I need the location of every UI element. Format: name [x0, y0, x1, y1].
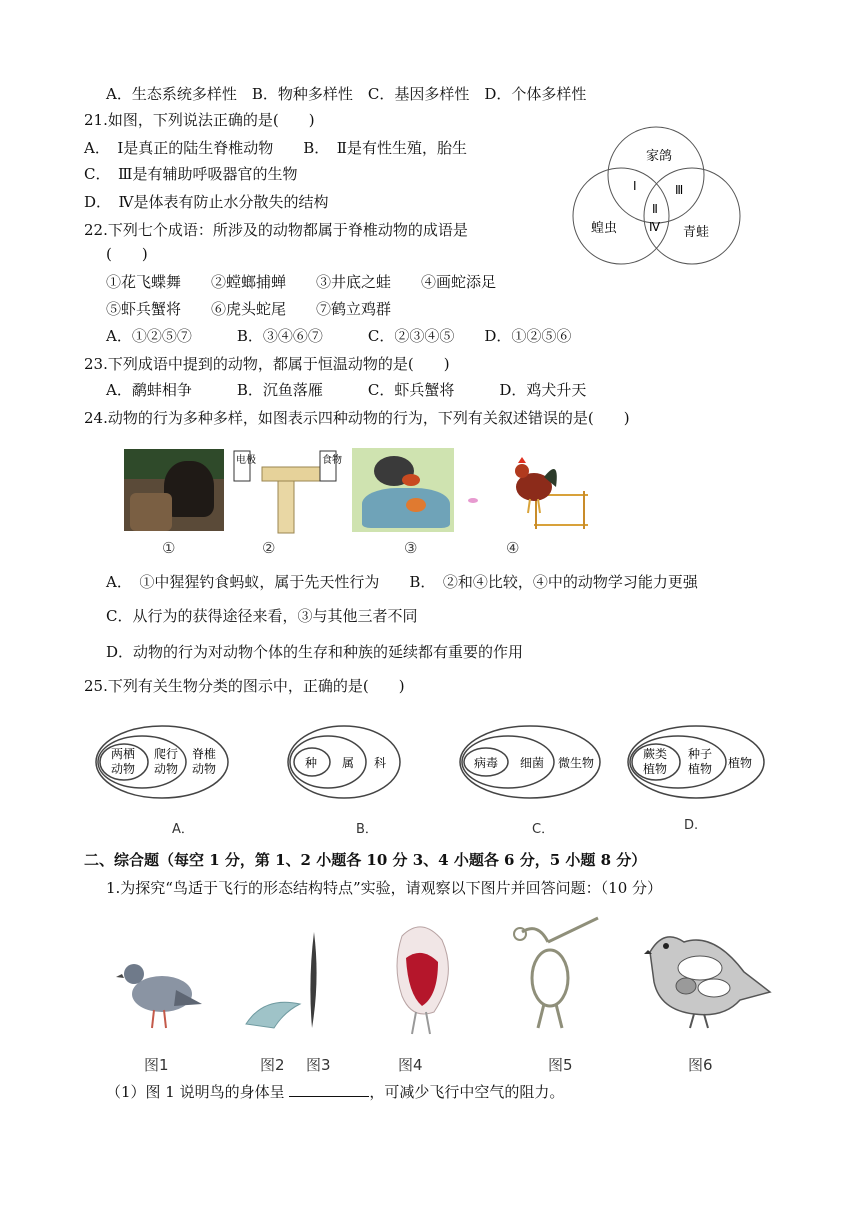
fig-label-2: 图2 — [260, 1056, 285, 1074]
feather-image — [304, 930, 324, 1030]
q24-image-label-2: ② — [262, 539, 276, 557]
diagram-caption-a: A． — [172, 822, 194, 837]
q22-items-row1: ①花飞蝶舞 ②螳螂捕蝉 ③井底之蛙 ④画蛇添足 — [106, 273, 497, 291]
svg-text:植物: 植物 — [688, 762, 713, 776]
svg-text:爬行: 爬行 — [154, 747, 179, 761]
bird-feeding-fish-image — [352, 448, 454, 532]
q21-stem: 21.如图，下列说法正确的是( ) — [84, 111, 315, 129]
classification-diagram-a — [94, 724, 234, 800]
venn-region-4: Ⅳ — [649, 220, 661, 234]
q24-option-d: D．动物的行为对动物个体的生存和种族的延续都有重要的作用 — [106, 643, 524, 661]
svg-text:动物: 动物 — [111, 762, 136, 776]
q24-stem: 24.动物的行为多种多样，如图表示四种动物的行为，下列有关叙述错误的是( ) — [84, 409, 630, 427]
q24-image-label-1: ① — [162, 539, 176, 557]
svg-text:种: 种 — [305, 756, 318, 770]
q21-venn-diagram — [566, 126, 746, 266]
wing-image — [244, 994, 304, 1034]
q24-image-label-3: ③ — [404, 539, 418, 557]
fig-label-1: 图1 — [144, 1056, 169, 1074]
q22-stem: 22.下列七个成语：所涉及的动物都属于脊椎动物的成语是 — [84, 221, 468, 239]
q1-1-text-after: ，可减少飞行中空气的阻力。 — [369, 1083, 565, 1101]
venn-region-3: Ⅲ — [675, 183, 684, 197]
q23-stem: 23.下列成语中提到的动物，都属于恒温动物的是( ) — [84, 355, 450, 373]
classification-diagram-b — [286, 724, 406, 800]
section2-q1-1 — [106, 1082, 564, 1102]
fig-label-4: 图4 — [398, 1056, 423, 1074]
q21-option-d: D． Ⅳ是体表有防止水分散失的结构 — [84, 193, 329, 211]
bird-internal-structure-image — [644, 922, 772, 1032]
svg-text:植物: 植物 — [728, 756, 753, 770]
fig-label-5: 图5 — [548, 1056, 573, 1074]
q1-1-text-before: （1）图 1 说明鸟的身体呈 — [106, 1083, 285, 1101]
venn-region-2: Ⅱ — [652, 202, 658, 216]
classification-diagram-d — [626, 724, 768, 800]
svg-text:病毒: 病毒 — [474, 756, 499, 770]
diagram-caption-b: B． — [356, 822, 378, 837]
svg-text:蕨类: 蕨类 — [643, 747, 668, 761]
maze-label-electrode: 电极 — [236, 455, 256, 466]
q22-options: A．①②⑤⑦ B．③④⑥⑦ C．②③④⑤ D．①②⑤⑥ — [106, 327, 572, 345]
bird-muscle-image — [382, 916, 462, 1038]
diagram-caption-d: D. — [684, 818, 699, 833]
q25-stem: 25.下列有关生物分类的图示中，正确的是( ) — [84, 677, 405, 695]
section2-title: 二、综合题（每空 1 分，第 1、2 小题各 10 分 3、4 小题各 6 分，5 小题 8 分） — [84, 851, 647, 869]
q23-options: A．鹬蚌相争 B．沉鱼落雁 C．虾兵蟹将 D．鸡犬升天 — [106, 381, 587, 399]
q20-options: A．生态系统多样性 B．物种多样性 C．基因多样性 D．个体多样性 — [106, 85, 587, 103]
q24-image-label-4: ④ — [506, 539, 520, 557]
q21-option-c: C． Ⅲ是有辅助呼吸器官的生物 — [84, 165, 298, 183]
diagram-caption-c: C． — [532, 822, 555, 837]
svg-text:脊椎: 脊椎 — [192, 747, 217, 761]
q21-option-ab: A． Ⅰ是真正的陆生脊椎动物 B． Ⅱ是有性生殖，胎生 — [84, 139, 467, 157]
venn-label-pigeon: 家鸽 — [646, 149, 673, 164]
svg-text:科: 科 — [374, 756, 387, 770]
svg-text:动物: 动物 — [192, 762, 217, 776]
q24-option-c: C．从行为的获得途径来看，③与其他三者不同 — [106, 607, 418, 625]
maze-label-food: 食物 — [322, 455, 342, 466]
fig-label-6: 图6 — [688, 1056, 713, 1074]
venn-region-1: Ⅰ — [633, 179, 637, 193]
svg-text:两栖: 两栖 — [111, 747, 136, 761]
q22-paren: ( ) — [106, 245, 148, 263]
fig-label-3: 图3 — [306, 1056, 331, 1074]
rooster-image — [500, 447, 592, 533]
q22-items-row2: ⑤虾兵蟹将 ⑥虎头蛇尾 ⑦鹤立鸡群 — [106, 300, 392, 318]
classification-diagram-c — [458, 724, 604, 800]
svg-text:植物: 植物 — [643, 762, 668, 776]
section2-q1-stem: 1.为探究“鸟适于飞行的形态结构特点”实验，请观察以下图片并回答问题：（10 分） — [106, 879, 663, 897]
answer-blank[interactable] — [289, 1082, 369, 1097]
decorative-dot — [468, 498, 478, 503]
svg-text:属: 属 — [342, 756, 355, 770]
t-maze-image — [232, 447, 342, 537]
chimpanzee-image — [124, 449, 224, 531]
pigeon-image — [116, 950, 204, 1034]
svg-text:细菌: 细菌 — [520, 756, 545, 770]
svg-text:微生物: 微生物 — [558, 756, 595, 770]
bird-skeleton-image — [508, 912, 604, 1032]
venn-label-frog: 青蛙 — [683, 225, 710, 240]
svg-text:动物: 动物 — [154, 762, 179, 776]
svg-text:种子: 种子 — [688, 747, 713, 761]
venn-label-locust: 蝗虫 — [591, 221, 618, 236]
q24-option-ab: A． ①中猩猩钓食蚂蚁，属于先天性行为 B． ②和④比较，④中的动物学习能力更强 — [106, 573, 698, 591]
